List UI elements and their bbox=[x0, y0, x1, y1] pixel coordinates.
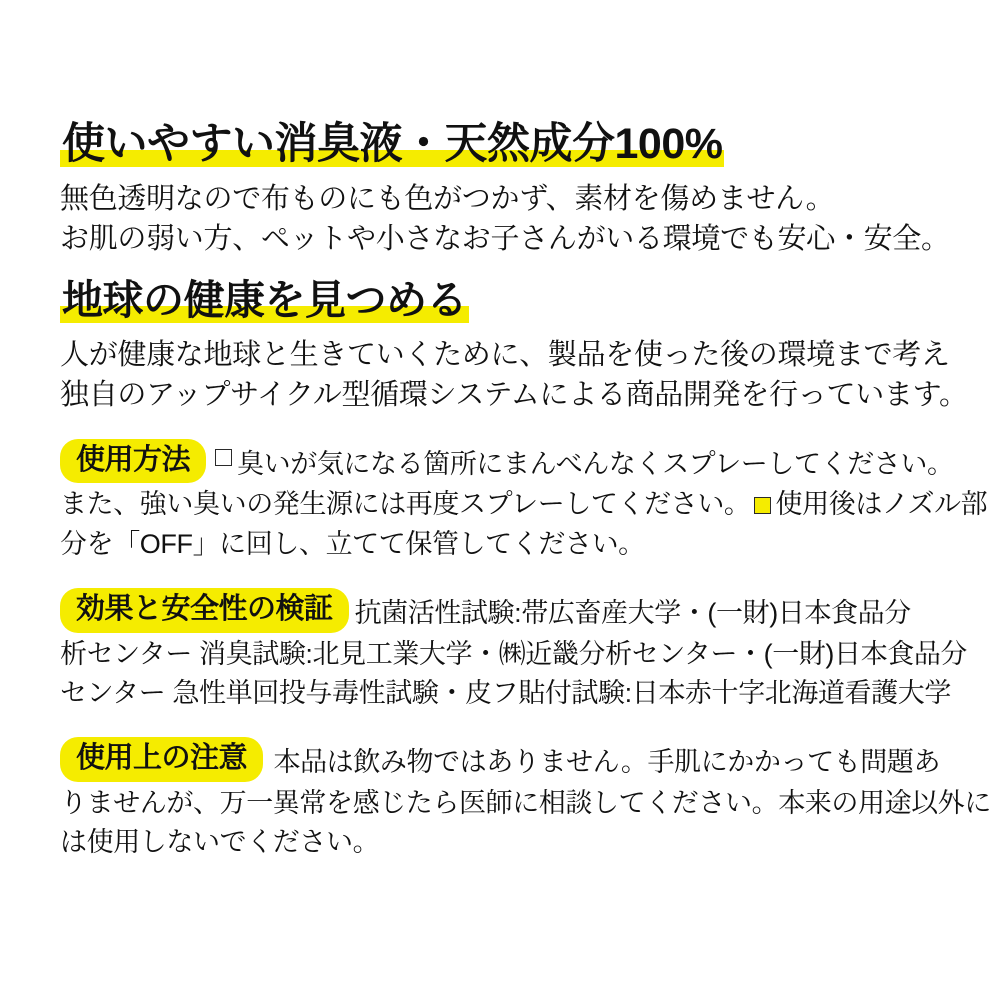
headline-primary bbox=[60, 120, 724, 169]
section-usage-tag: 使用方法 bbox=[60, 439, 206, 484]
section-caution-tag: 使用上の注意 bbox=[60, 737, 263, 782]
section-caution-line-3: は使用しないでください。 bbox=[60, 826, 380, 857]
intro-paragraph bbox=[60, 179, 950, 259]
section-usage-first-line: 臭いが気になる箇所にまんべんなくスプレーしてください。 bbox=[237, 448, 954, 479]
headline-primary-text: 使いやすい消臭液・天然成分100% bbox=[62, 120, 723, 168]
section-usage-line-2 bbox=[60, 485, 988, 524]
section-caution-body bbox=[60, 784, 991, 862]
section-caution-first-line: 本品は飲み物ではありません。手肌にかかっても問題あ bbox=[273, 746, 941, 777]
section-usage-line-3: 分を「OFF」に回し、立てて保管してください。 bbox=[60, 528, 645, 559]
section-usage-heading-line bbox=[60, 439, 954, 484]
section-verification-heading-line bbox=[60, 588, 940, 633]
section-caution bbox=[60, 737, 991, 862]
eco-paragraph bbox=[60, 335, 968, 415]
section-caution-heading-line bbox=[60, 737, 940, 782]
section-verification-body bbox=[60, 635, 968, 713]
section-verification-first-line: 抗菌活性試験:帯広畜産大学・(一財)日本食品分 bbox=[354, 597, 911, 628]
section-verification-line-2: 析センター 消臭試験:北見工業大学・㈱近畿分析センター・(一財)日本食品分 bbox=[60, 638, 968, 669]
section-verification-line-3: センター 急性単回投与毒性試験・皮フ貼付試験:日本赤十字北海道看護大学 bbox=[60, 677, 951, 708]
eco-line-2: 独自のアップサイクル型循環システムによる商品開発を行っています。 bbox=[60, 378, 968, 411]
section-usage-line-2-tail: 使用後はノズル部 bbox=[775, 489, 988, 520]
section-usage-body bbox=[60, 485, 988, 563]
section-verification bbox=[60, 588, 968, 713]
intro-line-2: お肌の弱い方、ペットや小さなお子さんがいる環境でも安心・安全。 bbox=[60, 223, 950, 256]
white-square-icon bbox=[215, 449, 232, 466]
yellow-square-icon bbox=[754, 497, 771, 514]
section-usage-line-2-text: また、強い臭いの発生源には再度スプレーしてください。 bbox=[60, 489, 751, 520]
headline-secondary bbox=[60, 277, 469, 324]
section-verification-tag: 効果と安全性の検証 bbox=[60, 588, 349, 633]
section-caution-line-2: りませんが、万一異常を感じたら医師に相談してください。本来の用途以外に bbox=[60, 787, 991, 818]
eco-line-1: 人が健康な地球と生きていくために、製品を使った後の環境まで考え bbox=[60, 338, 950, 371]
headline-secondary-text: 地球の健康を見つめる bbox=[62, 277, 467, 324]
intro-line-1: 無色透明なので布ものにも色がつかず、素材を傷めません。 bbox=[60, 183, 835, 216]
section-usage bbox=[60, 439, 988, 564]
